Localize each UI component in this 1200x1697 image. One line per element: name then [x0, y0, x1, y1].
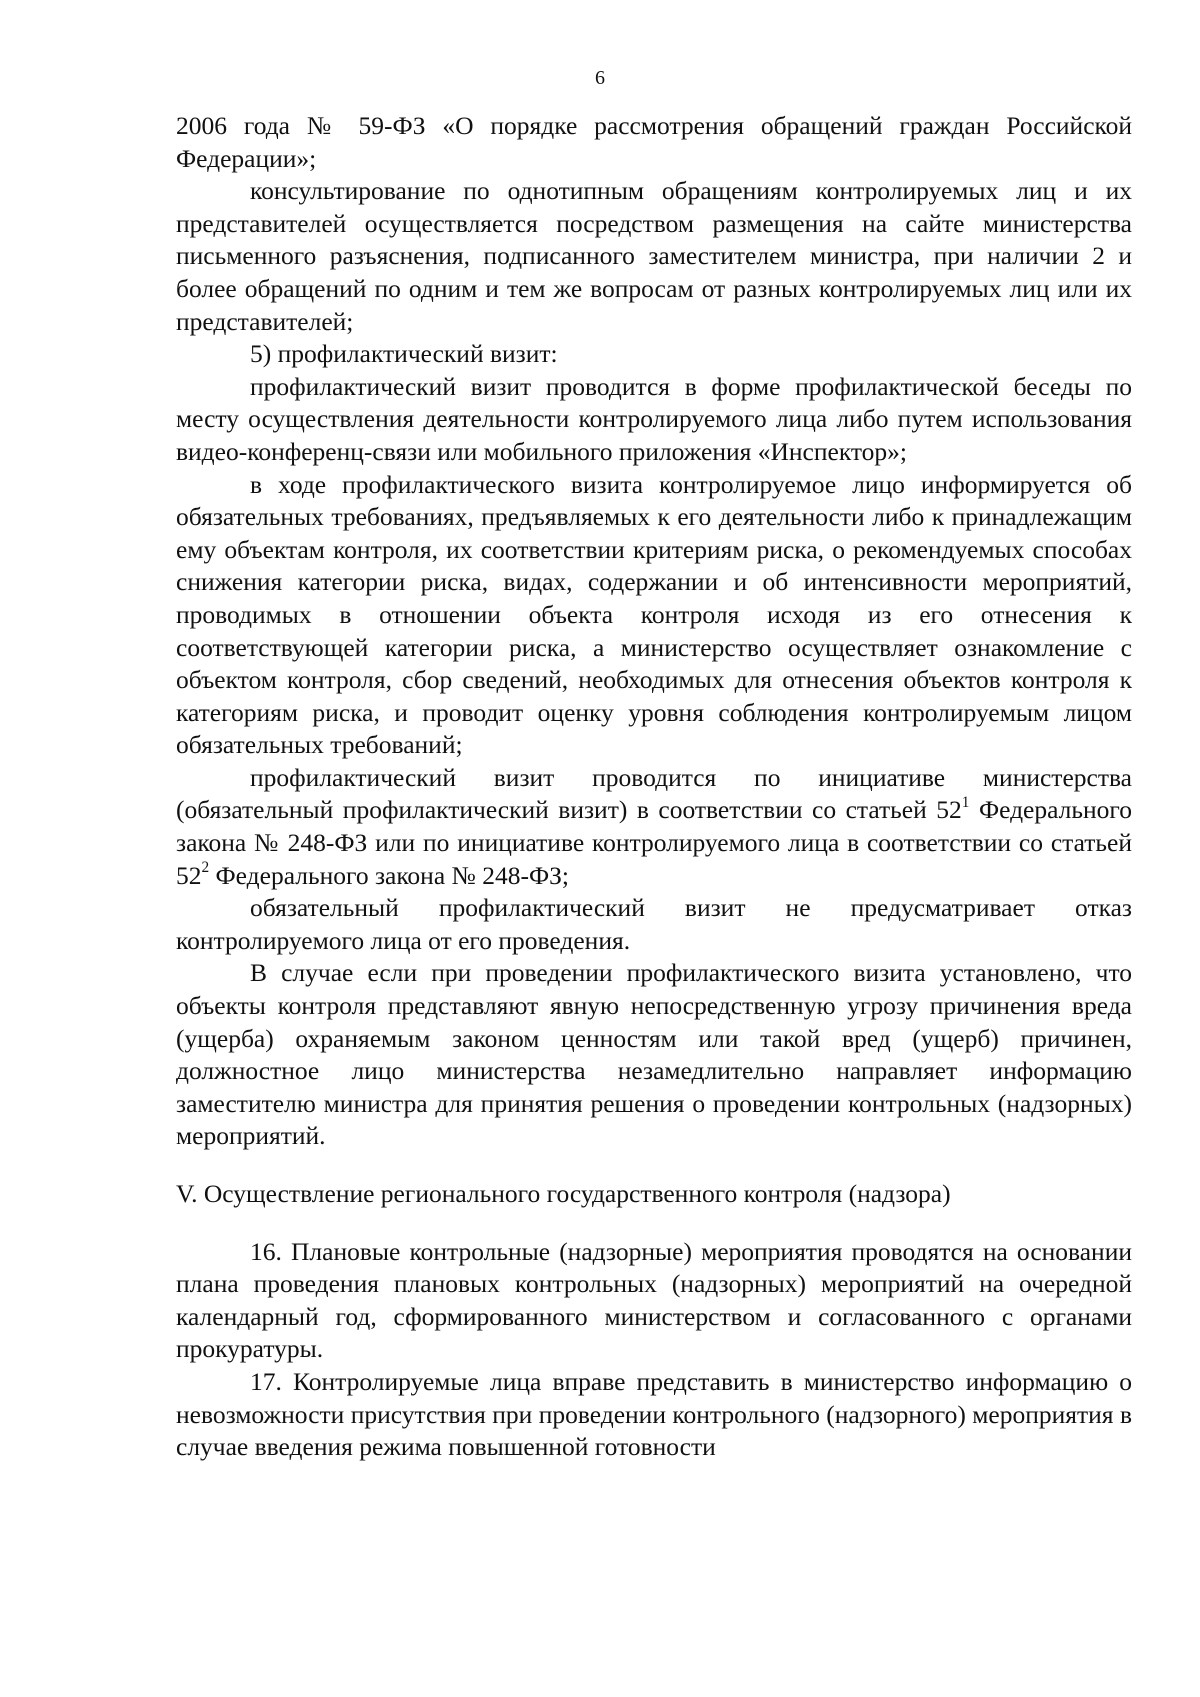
paragraph-consulting: консультирование по однотипным обращениям контролируемых лиц и их представителей осуществляется посредством размещения на сайте министерства письменного разъяснения, подписанного заместителем министра, при наличии 2 и более обращений по одним и тем же вопросам от разных контролируемых лиц или их представителей;	[176, 176, 1132, 336]
superscript-2: 2	[201, 859, 210, 877]
paragraph-visit-form: профилактический визит проводится в форме профилактической беседы по месту осуществления деятельности контролируемого лица либо путем использования видео-конференц-связи или мобильного приложения «Инспектор»;	[176, 371, 1132, 466]
paragraph-16: 16. Плановые контрольные (надзорные) мероприятия проводятся на основании плана проведения плановых контрольных (надзорных) мероприятий на очередной календарный год, сформированного министерством и согласованного с органами прокуратуры.	[176, 1236, 1132, 1364]
page-number: 6	[595, 67, 605, 89]
document-body	[176, 110, 1132, 1464]
paragraph-threat: В случае если при проведении профилактического визита установлено, что объекты контроля представляют явную непосредственную угрозу причинения вреда (ущерба) охраняемым законом ценностям или такой вред (ущерб) причинен, должностное лицо министерства незамедлительно направляет информацию заместителю министра для принятия решения о проведении контрольных (надзорных) мероприятий.	[176, 958, 1132, 1151]
section-heading: V. Осуществление регионального государственного контроля (надзора)	[176, 1179, 951, 1208]
superscript-1: 1	[961, 793, 970, 811]
visit-text-part2: Федерального закона № 248-ФЗ или по инициативе контролируемого лица в соответствии со статьей 52	[176, 795, 1132, 890]
visit-text-part1: профилактический визит проводится по инициативе министерства (обязательный профилактический визит) в соответствии со статьей 52	[176, 762, 1132, 825]
paragraph-continuation: 2006 года № 59-ФЗ «О порядке рассмотрения обращений граждан Российской Федерации»;	[176, 111, 1132, 173]
visit-text-part3: Федерального закона № 248-ФЗ;	[209, 860, 569, 890]
paragraph-item-5: 5) профилактический визит:	[250, 339, 558, 369]
paragraph-visit-course: в ходе профилактического визита контролируемое лицо информируется об обязательных требованиях, предъявляемых к его деятельности либо к принадлежащим ему объектам контроля, их соответствии критериям риска, о рекомендуемых способах снижения категории риска, видах, содержании и об интенсивности мероприятий, проводимых в отношении объекта контроля исходя из его отнесения к соответствующей категории риска, а министерство осуществляет ознакомление с объектом контроля, сбор сведений, необходимых для отнесения объектов контроля к категориям риска, и проводит оценку уровня соблюдения контролируемым лицом обязательных требований;	[176, 469, 1132, 760]
paragraph-visit-initiative	[176, 762, 1132, 892]
paragraph-17: 17. Контролируемые лица вправе представить в министерство информацию о невозможности присутствия при проведении контрольного (надзорного) мероприятия в случае введения режима повышенной готовности	[176, 1366, 1132, 1462]
paragraph-mandatory-visit: обязательный профилактический визит не предусматривает отказ контролируемого лица от его проведения.	[176, 893, 1132, 955]
